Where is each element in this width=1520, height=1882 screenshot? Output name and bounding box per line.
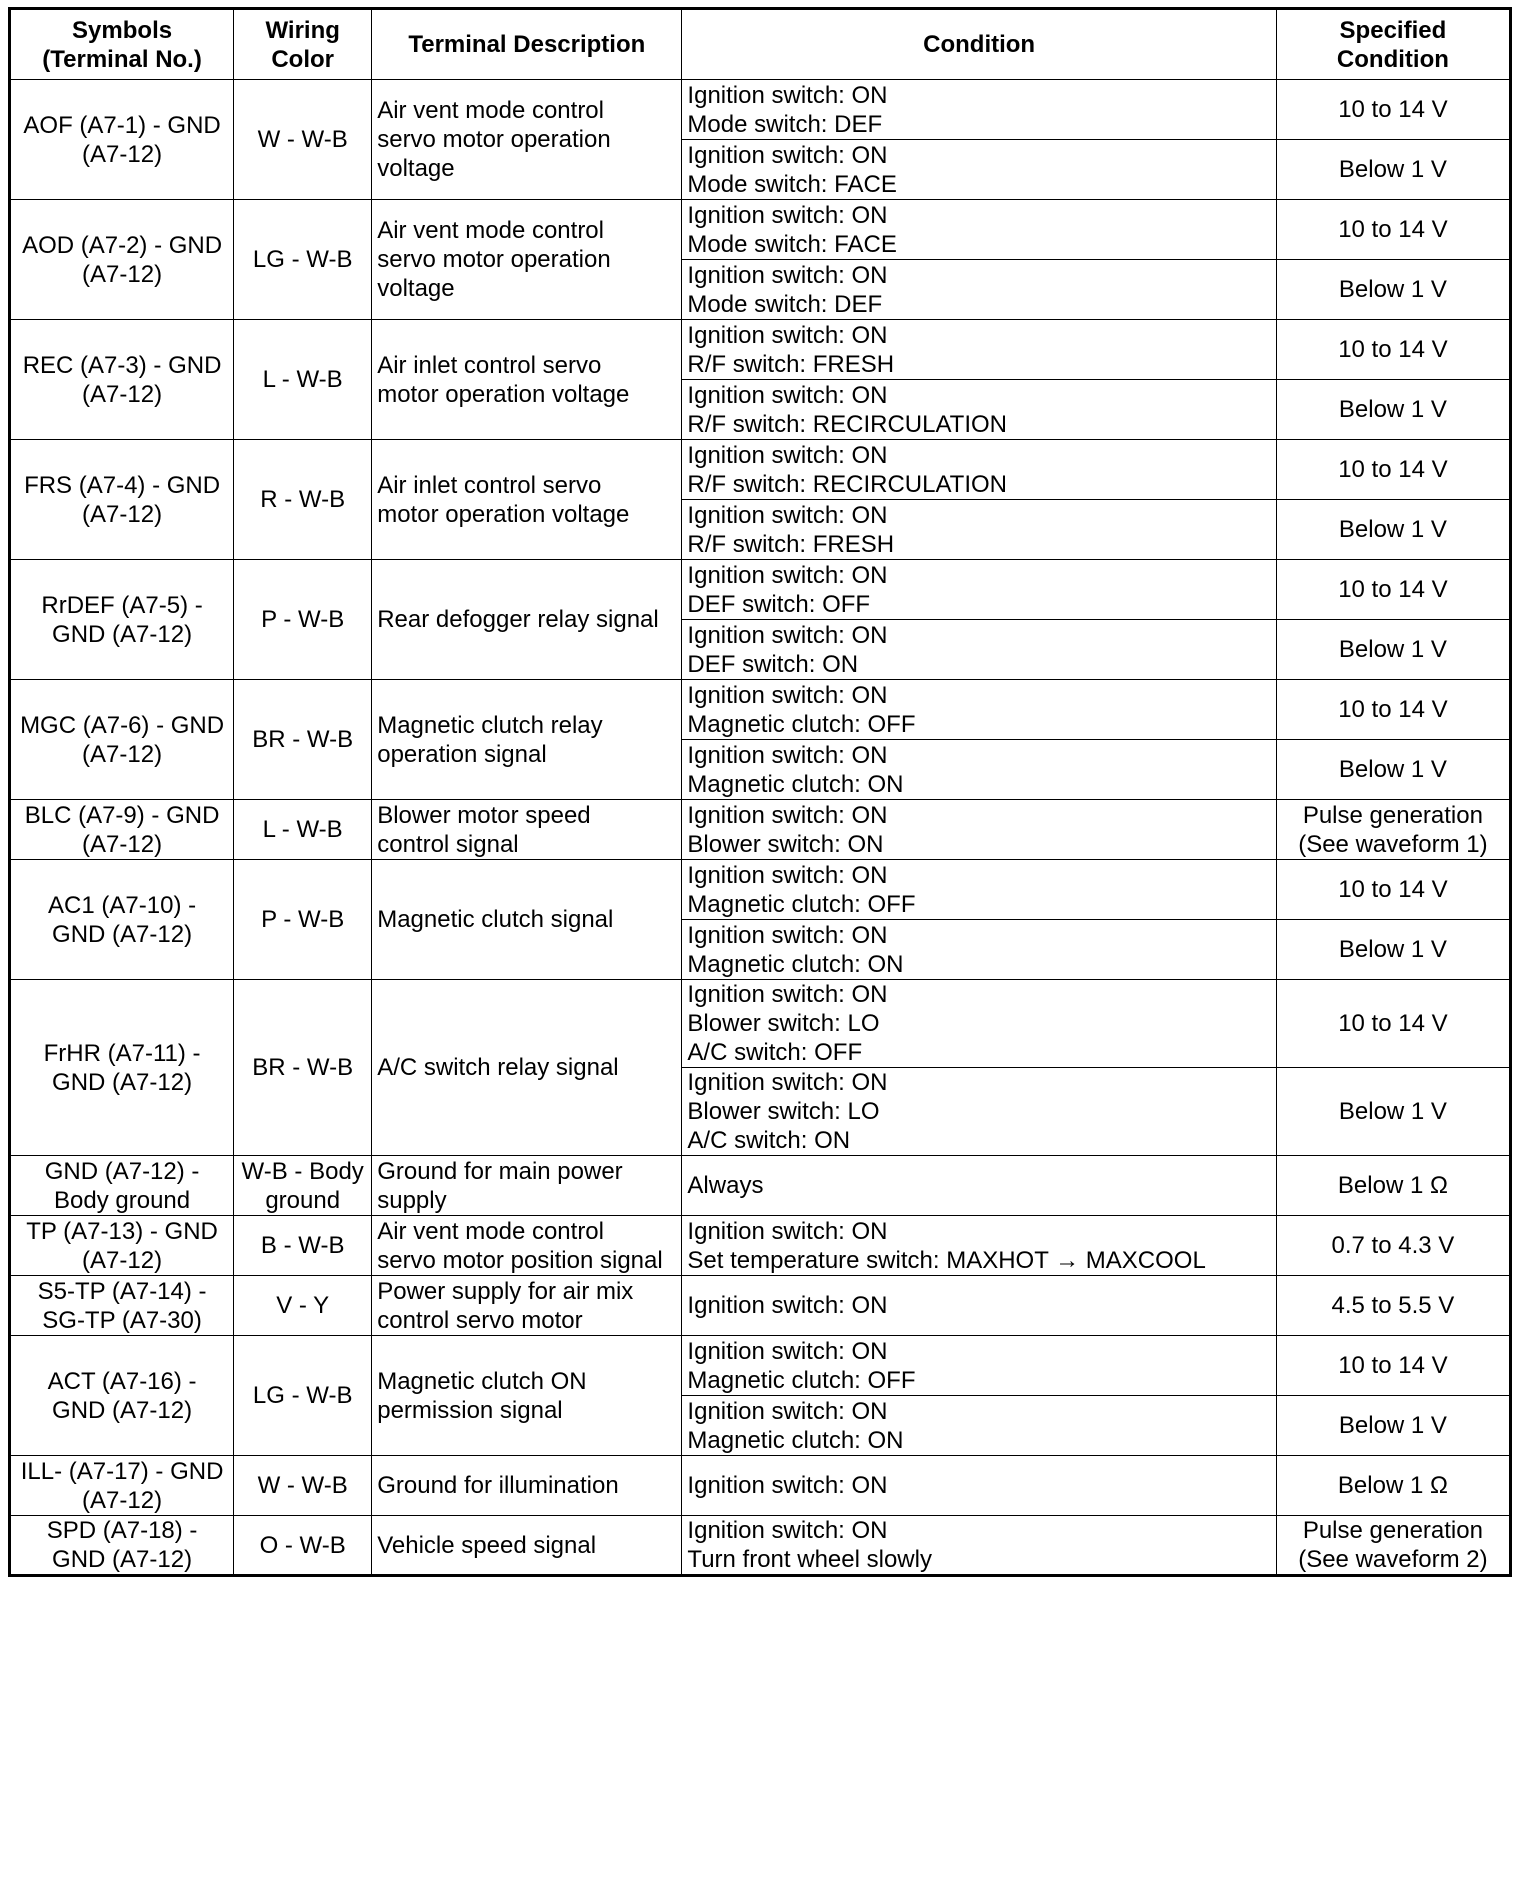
specified-condition-cell: 10 to 14 V: [1276, 980, 1510, 1068]
condition-cell: Ignition switch: ON: [682, 1276, 1276, 1336]
wiring-color-cell: O - W-B: [234, 1516, 372, 1576]
condition-cell: Ignition switch: ON Magnetic clutch: OFF: [682, 680, 1276, 740]
wiring-color-cell: LG - W-B: [234, 1336, 372, 1456]
specified-condition-cell: Below 1 V: [1276, 1396, 1510, 1456]
specified-condition-cell: Below 1 V: [1276, 140, 1510, 200]
terminal-description-cell: Power supply for air mix control servo motor: [372, 1276, 682, 1336]
header-terminal-description: Terminal Description: [372, 9, 682, 80]
symbol-cell: ACT (A7-16) - GND (A7-12): [10, 1336, 234, 1456]
wiring-color-cell: W - W-B: [234, 80, 372, 200]
terminal-description-cell: Air inlet control servo motor operation voltage: [372, 440, 682, 560]
terminal-description-cell: Air vent mode control servo motor operation voltage: [372, 80, 682, 200]
symbol-cell: ILL- (A7-17) - GND (A7-12): [10, 1456, 234, 1516]
condition-cell: Ignition switch: ON Blower switch: LO A/C switch: ON: [682, 1068, 1276, 1156]
table-row: [10, 1276, 1511, 1336]
condition-cell: Always: [682, 1156, 1276, 1216]
condition-cell: Ignition switch: ON Mode switch: FACE: [682, 200, 1276, 260]
symbol-cell: RrDEF (A7-5) - GND (A7-12): [10, 560, 234, 680]
condition-cell: Ignition switch: ON R/F switch: FRESH: [682, 500, 1276, 560]
specified-condition-cell: Below 1 Ω: [1276, 1456, 1510, 1516]
wiring-color-cell: P - W-B: [234, 560, 372, 680]
specified-condition-cell: 10 to 14 V: [1276, 440, 1510, 500]
terminal-description-cell: Rear defogger relay signal: [372, 560, 682, 680]
symbol-cell: MGC (A7-6) - GND (A7-12): [10, 680, 234, 800]
header-symbols: Symbols (Terminal No.): [10, 9, 234, 80]
wiring-color-cell: R - W-B: [234, 440, 372, 560]
symbol-cell: AC1 (A7-10) - GND (A7-12): [10, 860, 234, 980]
table-row: [10, 1336, 1511, 1396]
condition-cell: Ignition switch: ON Blower switch: LO A/C switch: OFF: [682, 980, 1276, 1068]
header-condition: Condition: [682, 9, 1276, 80]
wiring-color-cell: P - W-B: [234, 860, 372, 980]
symbol-cell: FrHR (A7-11) - GND (A7-12): [10, 980, 234, 1156]
symbol-cell: FRS (A7-4) - GND (A7-12): [10, 440, 234, 560]
table-row: [10, 860, 1511, 920]
specified-condition-cell: 10 to 14 V: [1276, 80, 1510, 140]
terminal-description-cell: Air inlet control servo motor operation voltage: [372, 320, 682, 440]
specified-condition-cell: Below 1 V: [1276, 740, 1510, 800]
symbol-cell: BLC (A7-9) - GND (A7-12): [10, 800, 234, 860]
condition-cell: Ignition switch: ON Magnetic clutch: ON: [682, 740, 1276, 800]
terminal-inspection-document: [8, 7, 1512, 1577]
specified-condition-cell: 10 to 14 V: [1276, 320, 1510, 380]
symbol-cell: AOD (A7-2) - GND (A7-12): [10, 200, 234, 320]
symbol-cell: TP (A7-13) - GND (A7-12): [10, 1216, 234, 1276]
condition-cell: Ignition switch: ON DEF switch: OFF: [682, 560, 1276, 620]
table-row: [10, 1216, 1511, 1276]
table-body: [10, 80, 1511, 1576]
wiring-color-cell: L - W-B: [234, 800, 372, 860]
specified-condition-cell: Pulse generation (See waveform 1): [1276, 800, 1510, 860]
table-row: [10, 1516, 1511, 1576]
terminal-description-cell: Air vent mode control servo motor position signal: [372, 1216, 682, 1276]
wiring-color-cell: W-B - Body ground: [234, 1156, 372, 1216]
condition-cell: Ignition switch: ON R/F switch: RECIRCULATION: [682, 380, 1276, 440]
specified-condition-cell: 10 to 14 V: [1276, 860, 1510, 920]
header-specified-condition: Specified Condition: [1276, 9, 1510, 80]
terminal-table: [8, 7, 1512, 1577]
table-row: [10, 800, 1511, 860]
specified-condition-cell: Below 1 V: [1276, 380, 1510, 440]
table-row: [10, 680, 1511, 740]
symbol-cell: AOF (A7-1) - GND (A7-12): [10, 80, 234, 200]
condition-cell: Ignition switch: ON: [682, 1456, 1276, 1516]
table-row: [10, 440, 1511, 500]
wiring-color-cell: LG - W-B: [234, 200, 372, 320]
specified-condition-cell: Pulse generation (See waveform 2): [1276, 1516, 1510, 1576]
symbol-cell: SPD (A7-18) - GND (A7-12): [10, 1516, 234, 1576]
specified-condition-cell: 4.5 to 5.5 V: [1276, 1276, 1510, 1336]
table-row: [10, 320, 1511, 380]
terminal-description-cell: Blower motor speed control signal: [372, 800, 682, 860]
wiring-color-cell: BR - W-B: [234, 980, 372, 1156]
terminal-description-cell: Magnetic clutch ON permission signal: [372, 1336, 682, 1456]
symbol-cell: S5-TP (A7-14) - SG-TP (A7-30): [10, 1276, 234, 1336]
symbol-cell: REC (A7-3) - GND (A7-12): [10, 320, 234, 440]
condition-cell: Ignition switch: ON Magnetic clutch: OFF: [682, 860, 1276, 920]
table-row: [10, 1156, 1511, 1216]
header-row: [10, 9, 1511, 80]
terminal-description-cell: Ground for illumination: [372, 1456, 682, 1516]
condition-cell: Ignition switch: ON Mode switch: FACE: [682, 140, 1276, 200]
specified-condition-cell: Below 1 Ω: [1276, 1156, 1510, 1216]
wiring-color-cell: BR - W-B: [234, 680, 372, 800]
terminal-description-cell: Magnetic clutch signal: [372, 860, 682, 980]
condition-cell: Ignition switch: ON Magnetic clutch: OFF: [682, 1336, 1276, 1396]
condition-cell: Ignition switch: ON Magnetic clutch: ON: [682, 1396, 1276, 1456]
terminal-description-cell: Air vent mode control servo motor operation voltage: [372, 200, 682, 320]
specified-condition-cell: 10 to 14 V: [1276, 560, 1510, 620]
table-row: [10, 980, 1511, 1068]
condition-cell: Ignition switch: ON DEF switch: ON: [682, 620, 1276, 680]
wiring-color-cell: V - Y: [234, 1276, 372, 1336]
specified-condition-cell: Below 1 V: [1276, 920, 1510, 980]
condition-cell: Ignition switch: ON Magnetic clutch: ON: [682, 920, 1276, 980]
condition-cell: Ignition switch: ON R/F switch: RECIRCULATION: [682, 440, 1276, 500]
specified-condition-cell: 10 to 14 V: [1276, 680, 1510, 740]
condition-cell: Ignition switch: ON Turn front wheel slowly: [682, 1516, 1276, 1576]
table-row: [10, 560, 1511, 620]
specified-condition-cell: 0.7 to 4.3 V: [1276, 1216, 1510, 1276]
specified-condition-cell: 10 to 14 V: [1276, 1336, 1510, 1396]
specified-condition-cell: Below 1 V: [1276, 500, 1510, 560]
wiring-color-cell: B - W-B: [234, 1216, 372, 1276]
condition-cell: Ignition switch: ON Mode switch: DEF: [682, 260, 1276, 320]
wiring-color-cell: W - W-B: [234, 1456, 372, 1516]
condition-cell: Ignition switch: ON Set temperature switch: MAXHOT → MAXCOOL: [682, 1216, 1276, 1276]
condition-cell: Ignition switch: ON Mode switch: DEF: [682, 80, 1276, 140]
table-row: [10, 1456, 1511, 1516]
terminal-description-cell: A/C switch relay signal: [372, 980, 682, 1156]
table-row: [10, 80, 1511, 140]
specified-condition-cell: Below 1 V: [1276, 260, 1510, 320]
specified-condition-cell: Below 1 V: [1276, 620, 1510, 680]
condition-cell: Ignition switch: ON Blower switch: ON: [682, 800, 1276, 860]
wiring-color-cell: L - W-B: [234, 320, 372, 440]
specified-condition-cell: 10 to 14 V: [1276, 200, 1510, 260]
header-wiring-color: Wiring Color: [234, 9, 372, 80]
terminal-description-cell: Ground for main power supply: [372, 1156, 682, 1216]
terminal-description-cell: Vehicle speed signal: [372, 1516, 682, 1576]
terminal-description-cell: Magnetic clutch relay operation signal: [372, 680, 682, 800]
condition-cell: Ignition switch: ON R/F switch: FRESH: [682, 320, 1276, 380]
specified-condition-cell: Below 1 V: [1276, 1068, 1510, 1156]
table-row: [10, 200, 1511, 260]
symbol-cell: GND (A7-12) - Body ground: [10, 1156, 234, 1216]
